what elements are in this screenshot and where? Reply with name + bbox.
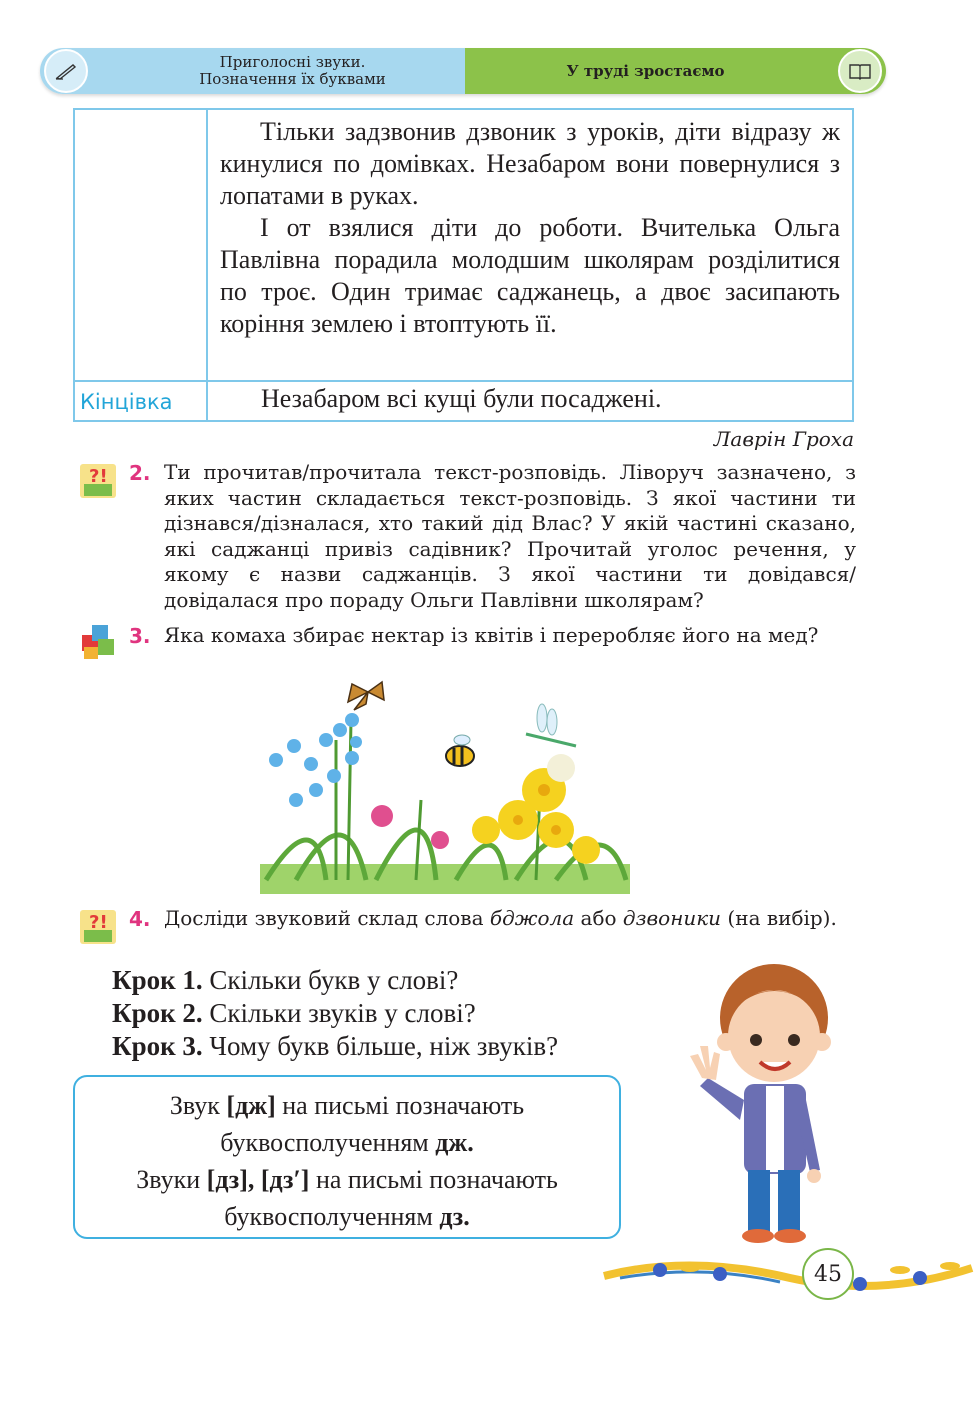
ornament-decoration xyxy=(600,1248,976,1304)
rule-box xyxy=(73,1075,621,1239)
rule-letters-dz: дз. xyxy=(439,1202,470,1231)
task-4-text xyxy=(164,906,856,932)
step-2-text: Скільки звуків у слові? xyxy=(202,998,476,1028)
step-3-label: Крок 3. xyxy=(112,1031,203,1061)
rule-line-1-start: Звук xyxy=(169,1091,227,1120)
step-1-label: Крок 1. xyxy=(112,965,203,995)
topic-line-1: Приголосні звуки. xyxy=(219,53,366,71)
task-3-text: Яка комаха збирає нектар із квітів і переробляє його на мед? xyxy=(164,623,819,647)
svg-text:?!: ?! xyxy=(89,466,108,487)
topic-line-2: Позначення їх буквами xyxy=(199,70,386,88)
task-2-number: 2. xyxy=(129,461,151,485)
task-3-number: 3. xyxy=(129,624,151,648)
author: Лаврін Гроха xyxy=(713,427,854,451)
step-1-text: Скільки букв у слові? xyxy=(202,965,459,995)
rule-sound-dzh: [дж] xyxy=(226,1091,276,1120)
pen-icon xyxy=(44,49,88,93)
story-paragraph-1: Тільки задзвонив дзвоник з уроків, діти відразу ж кинулися по домівках. Незабаром вони повернулися з лопатами в руках. xyxy=(220,117,840,210)
rule-letters-dzh: дж. xyxy=(435,1128,474,1157)
task-2-text: Ти прочитав/прочитала текст-розповідь. Ліворуч зазначено, з яких частин складається текст-розповідь. З якої частини ти дізнався/дізналася, хто такий дід Влас? У якій частині сказано, які саджанці привіз садівник? Прочитай уголос речення, у якому є назви саджанців. З якої частини ти довідався/довідалася про пораду Ольги Павлівни школярам? xyxy=(164,460,856,612)
rule-line-3-start: Звуки xyxy=(136,1165,207,1194)
ending-text: Незабаром всі кущі були посаджені. xyxy=(261,384,662,413)
rule-line-1 xyxy=(75,1087,619,1124)
step-3 xyxy=(112,1031,558,1062)
boy-illustration xyxy=(680,960,850,1245)
rule-line-3 xyxy=(75,1161,619,1198)
flowers-insects-illustration xyxy=(256,680,636,894)
blocks-icon xyxy=(78,621,122,661)
task-4-text-start: Досліди звуковий склад слова xyxy=(164,906,490,930)
task-4-text-end: (на вибір). xyxy=(721,906,837,930)
rule-line-4-start: буквосполученням xyxy=(224,1202,440,1231)
rule-line-1-end: на письмі позначають xyxy=(275,1091,525,1120)
book-icon xyxy=(838,49,882,93)
rule-line-2 xyxy=(75,1124,619,1161)
rule-sounds-dz: [дз], [дз′] xyxy=(206,1165,310,1194)
task-4-word-2: дзвоники xyxy=(622,906,722,930)
step-3-text: Чому букв більше, ніж звуків? xyxy=(202,1031,559,1061)
story-body xyxy=(220,116,840,340)
ending-label: Кінцівка xyxy=(80,390,173,414)
task-4-word-1: бджола xyxy=(489,906,575,930)
rule-line-2-start: буквосполученням xyxy=(220,1128,436,1157)
task-4-number: 4. xyxy=(129,907,151,931)
section-panel xyxy=(465,48,886,94)
question-exclamation-icon xyxy=(78,904,122,948)
question-exclamation-icon xyxy=(78,458,122,502)
step-2 xyxy=(112,998,476,1029)
page-header xyxy=(40,48,886,94)
step-2-label: Крок 2. xyxy=(112,998,203,1028)
section-title: У труді зростаємо xyxy=(566,62,725,80)
task-4-text-middle: або xyxy=(574,906,623,930)
topic-panel xyxy=(40,48,465,94)
step-1 xyxy=(112,965,458,996)
story-paragraph-2: І от взялися діти до роботи. Вчителька Ольга Павлівна порадила молодшим школярам розділитися по троє. Один тримає саджанець, а двоє засипають коріння землею і втоптують її. xyxy=(220,213,840,338)
rule-line-4 xyxy=(75,1198,619,1235)
page-number: 45 xyxy=(802,1248,854,1300)
table-divider-vertical xyxy=(206,110,208,420)
svg-text:?!: ?! xyxy=(89,912,108,933)
topic-title xyxy=(120,54,465,88)
rule-line-3-end: на письмі позначають xyxy=(309,1165,558,1194)
table-divider-horizontal xyxy=(75,380,852,382)
